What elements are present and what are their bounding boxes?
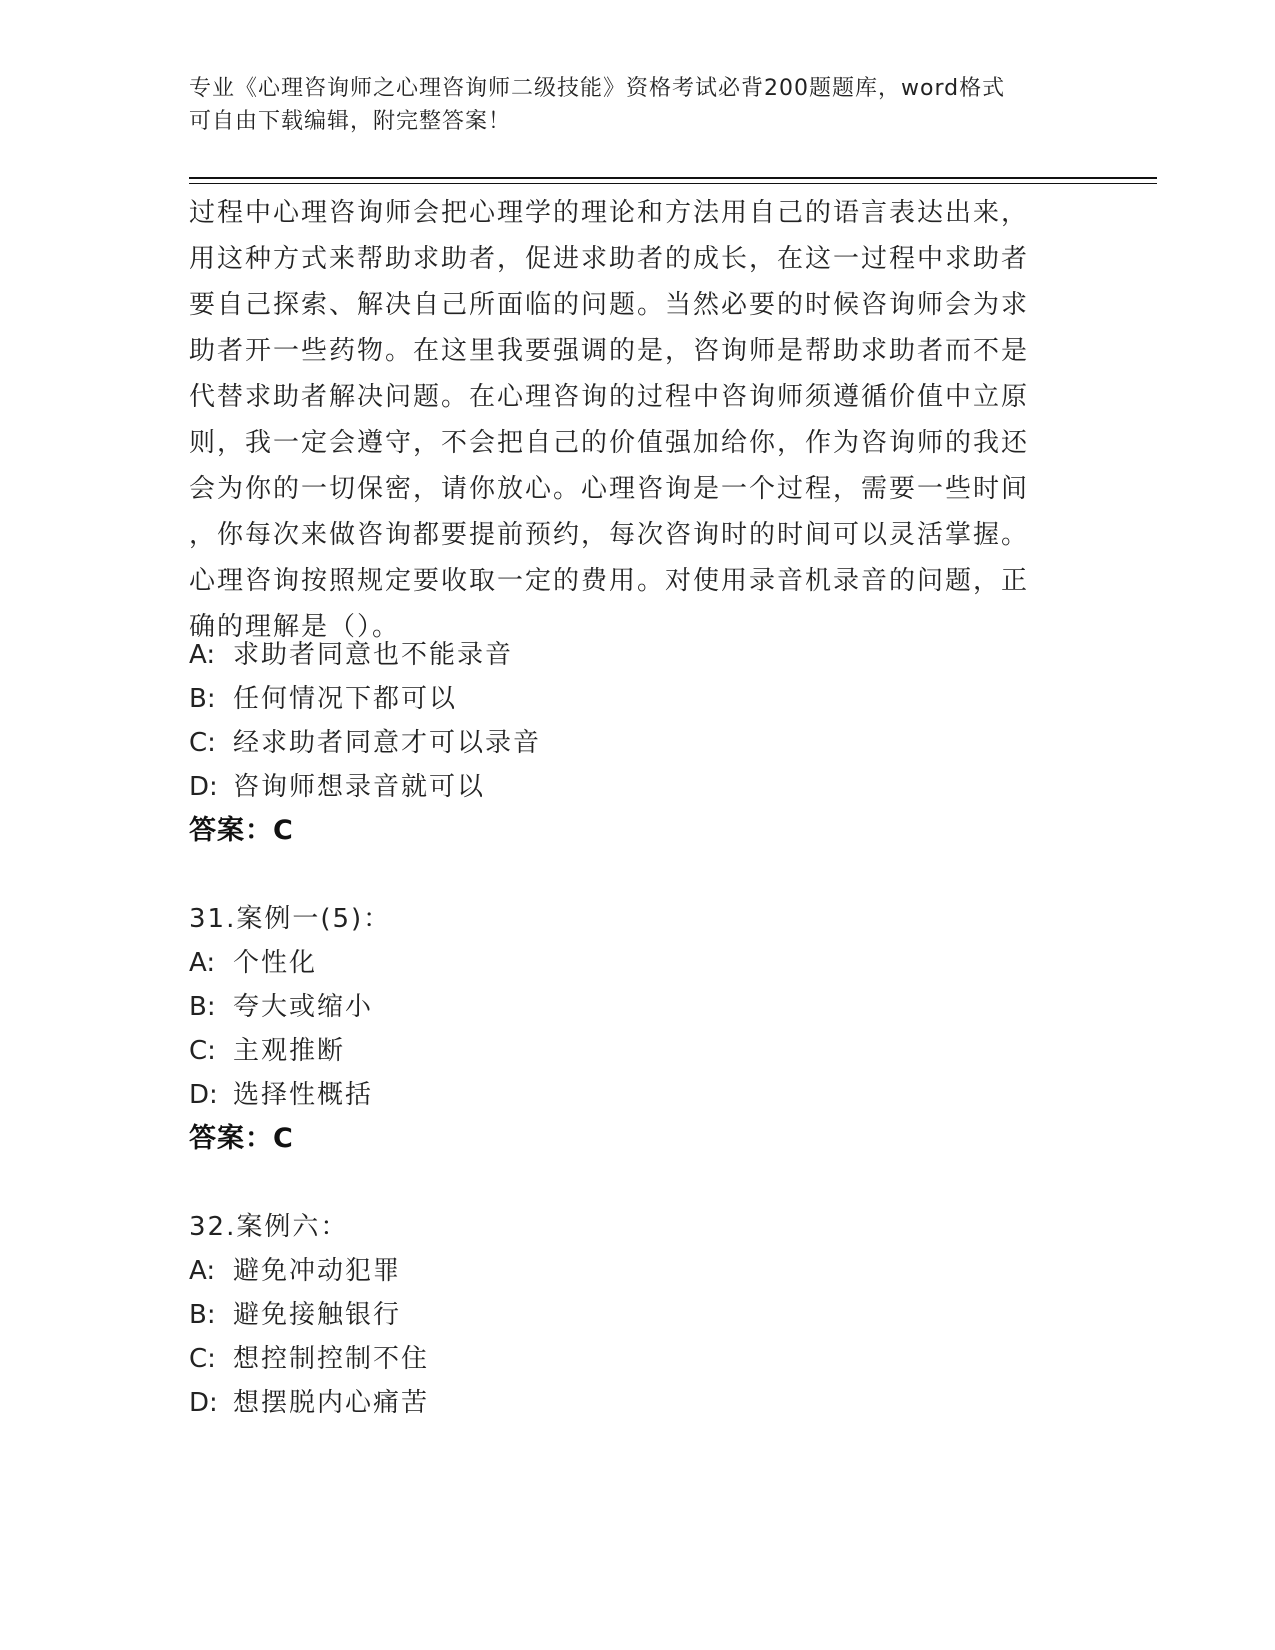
option-key: A: xyxy=(189,948,216,978)
q31-option-b xyxy=(189,984,373,1030)
q31-option-d xyxy=(189,1072,373,1118)
q32-option-c xyxy=(189,1336,429,1382)
q30-answer: 答案：C xyxy=(189,815,294,846)
q31-title: 31.案例一(5)： xyxy=(189,904,392,934)
q30-option-b xyxy=(189,676,457,722)
option-key: C: xyxy=(189,1344,216,1374)
option-key: B: xyxy=(189,992,216,1022)
option-text: 选择性概括 xyxy=(233,1080,374,1110)
q32-option-b xyxy=(189,1292,401,1338)
option-text: 个性化 xyxy=(233,948,318,978)
q31-option-c xyxy=(189,1028,345,1074)
option-key: C: xyxy=(189,728,216,758)
option-key: A: xyxy=(189,1256,216,1286)
option-key: C: xyxy=(189,1036,216,1066)
option-key: B: xyxy=(189,1300,216,1330)
option-key: B: xyxy=(189,684,216,714)
option-text: 主观推断 xyxy=(233,1036,346,1066)
option-text: 避免接触银行 xyxy=(233,1300,402,1330)
text-line: 则，我一定会遵守，不会把自己的价值强加给你，作为咨询师的我还 xyxy=(189,428,1030,458)
text-line: 代替求助者解决问题。在心理咨询的过程中咨询师须遵循价值中立原 xyxy=(189,382,1030,412)
header-line-1: 专业《心理咨询师之心理咨询师二级技能》资格考试必背200题题库，word格式 xyxy=(189,76,1006,101)
option-text: 想控制控制不住 xyxy=(233,1344,430,1374)
text-line: 助者开一些药物。在这里我要强调的是，咨询师是帮助求助者而不是 xyxy=(189,336,1030,366)
q31-answer: 答案：C xyxy=(189,1123,294,1154)
document-header xyxy=(189,72,1069,138)
text-line: 心理咨询按照规定要收取一定的费用。对使用录音机录音的问题，正 xyxy=(189,566,1030,596)
question-30-text xyxy=(189,190,1069,650)
option-text: 想摆脱内心痛苦 xyxy=(233,1388,430,1418)
option-text: 咨询师想录音就可以 xyxy=(233,772,486,802)
header-divider-thin xyxy=(189,183,1157,184)
text-line: ，你每次来做咨询都要提前预约，每次咨询时的时间可以灵活掌握。 xyxy=(189,520,1030,550)
option-text: 求助者同意也不能录音 xyxy=(233,640,514,670)
text-line: 过程中心理咨询师会把心理学的理论和方法用自己的语言表达出来， xyxy=(189,198,1030,228)
text-line: 要自己探索、解决自己所面临的问题。当然必要的时候咨询师会为求 xyxy=(189,290,1030,320)
option-key: D: xyxy=(189,772,218,802)
header-line-2: 可自由下载编辑，附完整答案！ xyxy=(189,109,512,134)
header-divider-thick xyxy=(189,177,1157,179)
q30-option-a xyxy=(189,632,513,678)
text-line: 会为你的一切保密，请你放心。心理咨询是一个过程，需要一些时间 xyxy=(189,474,1030,504)
q31-option-a xyxy=(189,940,317,986)
q30-option-c xyxy=(189,720,541,766)
option-key: D: xyxy=(189,1388,218,1418)
option-text: 任何情况下都可以 xyxy=(233,684,458,714)
q32-title: 32.案例六： xyxy=(189,1212,349,1242)
q32-option-d xyxy=(189,1380,429,1426)
option-text: 夸大或缩小 xyxy=(233,992,374,1022)
q32-option-a xyxy=(189,1248,401,1294)
option-key: A: xyxy=(189,640,216,670)
option-text: 避免冲动犯罪 xyxy=(233,1256,402,1286)
text-line: 确的理解是（）。 xyxy=(189,612,401,642)
text-line: 用这种方式来帮助求助者，促进求助者的成长，在这一过程中求助者 xyxy=(189,244,1030,274)
q30-option-d xyxy=(189,764,485,810)
option-key: D: xyxy=(189,1080,218,1110)
option-text: 经求助者同意才可以录音 xyxy=(233,728,542,758)
